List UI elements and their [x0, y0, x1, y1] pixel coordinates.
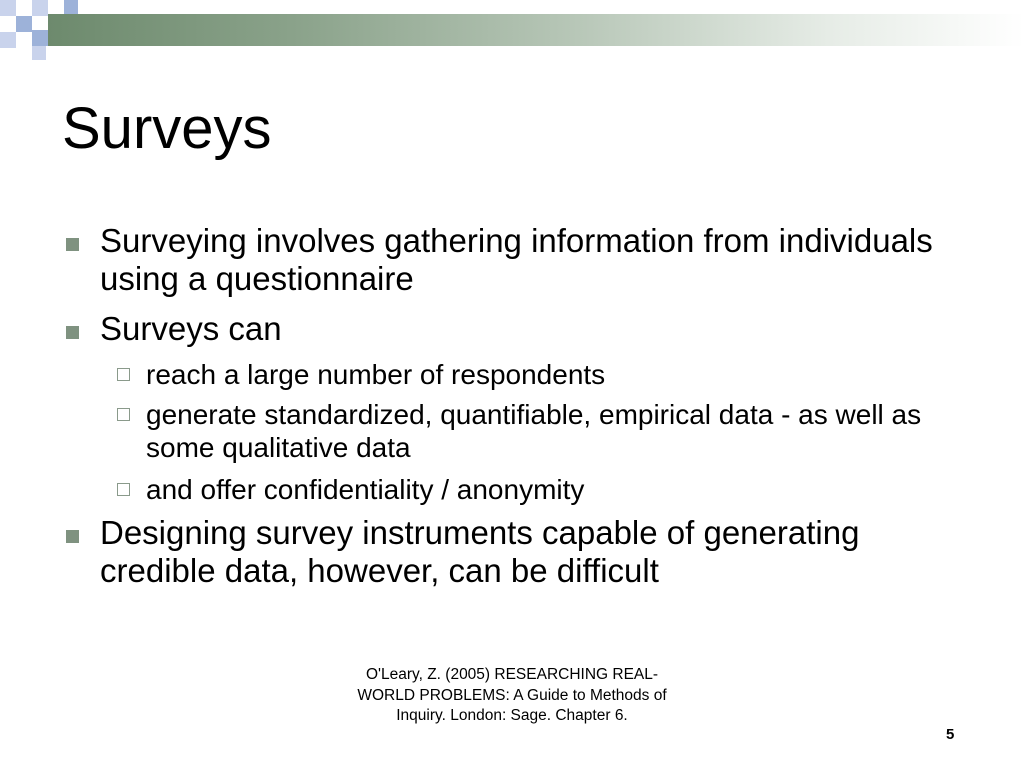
deco-square	[16, 32, 32, 48]
citation-footer: O'Leary, Z. (2005) RESEARCHING REAL-WORLD PROBLEMS: A Guide to Methods of Inquiry. London: Sage. Chapter 6.	[357, 666, 667, 724]
slide-title: Surveys	[62, 96, 272, 161]
deco-square	[32, 0, 48, 16]
sub-bullet-text: generate standardized, quantifiable, empirical data - as well as some qualitative data	[146, 399, 922, 463]
deco-square	[48, 0, 64, 14]
deco-square	[16, 0, 32, 16]
bullet-text: Surveys can	[100, 310, 282, 347]
page-number: 5	[946, 726, 955, 743]
square-bullet-icon	[66, 238, 79, 251]
deco-square	[0, 0, 16, 16]
square-bullet-icon	[66, 530, 79, 543]
header-gradient-band	[48, 14, 1024, 46]
deco-square	[64, 0, 78, 14]
deco-square	[16, 16, 32, 32]
square-bullet-icon	[66, 326, 79, 339]
deco-square	[0, 32, 16, 48]
hollow-square-bullet-icon	[117, 368, 130, 381]
sub-bullet-text: reach a large number of respondents	[146, 359, 606, 390]
deco-square	[32, 30, 48, 46]
hollow-square-bullet-icon	[117, 408, 130, 421]
deco-square	[0, 16, 16, 32]
bullet-text: Surveying involves gathering information from individuals using a questionnaire	[100, 222, 933, 297]
header-decoration	[0, 0, 1024, 70]
deco-square	[32, 46, 46, 60]
sub-bullet-text: and offer confidentiality / anonymity	[146, 474, 585, 505]
bullet-text: Designing survey instruments capable of generating credible data, however, can be difficult	[100, 514, 860, 589]
hollow-square-bullet-icon	[117, 483, 130, 496]
